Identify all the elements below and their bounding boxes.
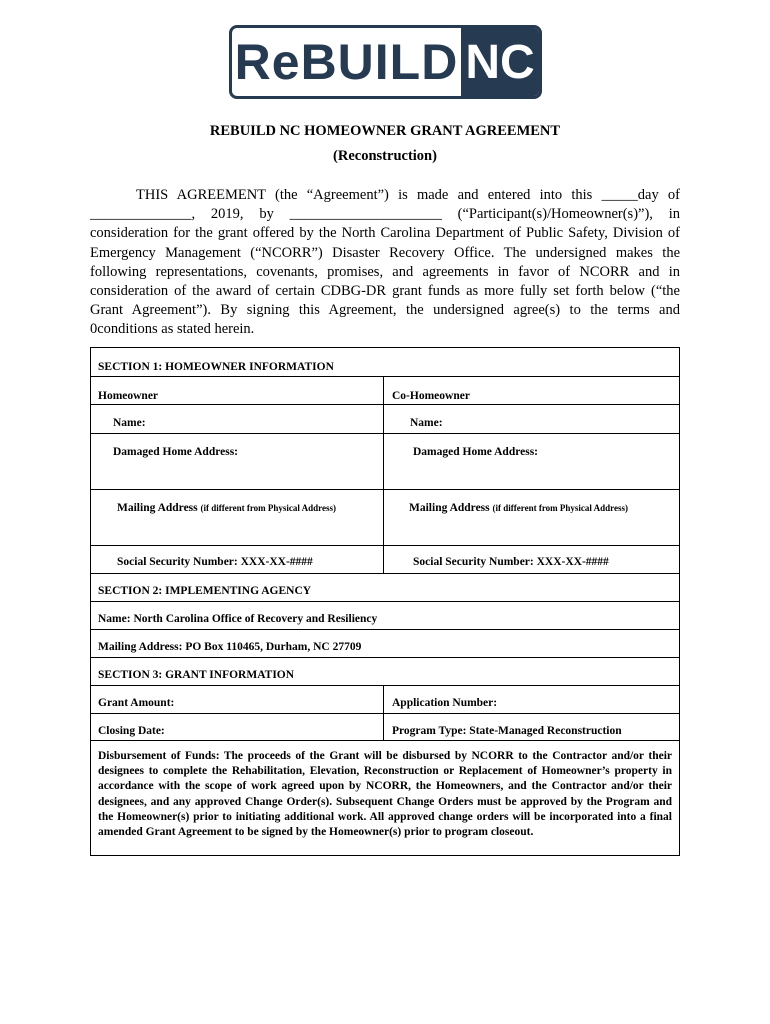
homeowner-row	[91, 376, 679, 404]
cohomeowner-damaged-address-field[interactable]: Damaged Home Address:	[413, 446, 539, 458]
section1-header-row	[91, 348, 679, 376]
agency-name-row	[91, 601, 679, 629]
section1-header: SECTION 1: HOMEOWNER INFORMATION	[98, 361, 334, 373]
cohomeowner-label: Co-Homeowner	[392, 390, 470, 402]
agency-mailing-address: Mailing Address: PO Box 110465, Durham, NC 27709	[98, 641, 362, 653]
cohomeowner-mailing-address-field[interactable]	[409, 502, 628, 514]
mailing-address-label: Mailing Address	[409, 502, 490, 514]
disbursement-row	[91, 740, 679, 855]
name-row	[91, 404, 679, 433]
homeowner-ssn-field[interactable]: Social Security Number: XXX-XX-####	[117, 556, 313, 568]
grant-amount-field[interactable]: Grant Amount:	[98, 697, 175, 709]
agency-name: Name: North Carolina Office of Recovery and Resiliency	[98, 613, 378, 625]
cohomeowner-name-field[interactable]: Name:	[410, 417, 443, 429]
grant-amount-row	[91, 685, 679, 713]
homeowner-label: Homeowner	[98, 390, 159, 402]
mailing-address-note: (if different from Physical Address)	[200, 503, 336, 513]
homeowner-damaged-address-field[interactable]: Damaged Home Address:	[113, 446, 239, 458]
damaged-address-row	[91, 433, 679, 489]
mailing-address-row	[91, 489, 679, 545]
section2-header-row	[91, 573, 679, 601]
document-subtitle: (Reconstruction)	[333, 148, 437, 164]
section2-header: SECTION 2: IMPLEMENTING AGENCY	[98, 585, 312, 597]
grant-form-table	[90, 347, 680, 856]
logo-text: ReBUILD	[234, 34, 459, 90]
homeowner-mailing-address-field[interactable]	[117, 502, 336, 514]
agency-mailing-row	[91, 629, 679, 657]
document-title: REBUILD NC HOMEOWNER GRANT AGREEMENT	[209, 123, 561, 139]
intro-paragraph	[90, 186, 680, 340]
application-number-field[interactable]: Application Number:	[392, 697, 498, 709]
mailing-address-note: (if different from Physical Address)	[492, 503, 628, 513]
mailing-address-label: Mailing Address	[117, 502, 198, 514]
homeowner-name-field[interactable]: Name:	[113, 417, 146, 429]
section3-header-row	[91, 657, 679, 685]
intro-text: THIS AGREEMENT (the “Agreement”) is made and entered into this _____day of ______________, 2019, by _____________________ (“Participant(s)/Homeowner(s)”), in consideration for the grant offered by the North Carolina Department of Public Safety, Division of Emergency Management (“NCORR”) Disaster Recovery Office. The undersigned makes the following representations, covenants, promises, and agreements in favor of NCORR and in consideration of the award of certain CDBG-DR grant funds as more fully set forth below (“the Grant Agreement”). By signing this Agreement, the undersigned agree(s) to the terms and 0conditions as stated herein.	[90, 187, 680, 338]
program-type: Program Type: State-Managed Reconstruction	[392, 725, 622, 737]
rebuild-nc-logo	[229, 25, 542, 99]
disbursement-text: Disbursement of Funds: The proceeds of the Grant will be disbursed by NCORR to the Contractor and/or their designees to complete the Rehabilitation, Elevation, Reconstruction or Replacement of Homeowner’s property in accordance with the scope of work agreed upon by NCORR, the Homeowners, and the Contractor and/or their designees, and any approved Change Order(s). Subsequent Change Orders must be approved by the Program and the Homeowner(s) prior to initiating additional work. All approved change orders will be incorporated into a final amended Grant Agreement to be signed by the Homeowner(s) prior to program closeout.	[98, 750, 672, 839]
ssn-row	[91, 545, 679, 573]
cohomeowner-ssn-field[interactable]: Social Security Number: XXX-XX-####	[413, 556, 609, 568]
section3-header: SECTION 3: GRANT INFORMATION	[98, 669, 295, 681]
logo-nc-text: NC	[461, 28, 539, 96]
closing-date-row	[91, 713, 679, 740]
closing-date-field[interactable]: Closing Date:	[98, 725, 165, 737]
